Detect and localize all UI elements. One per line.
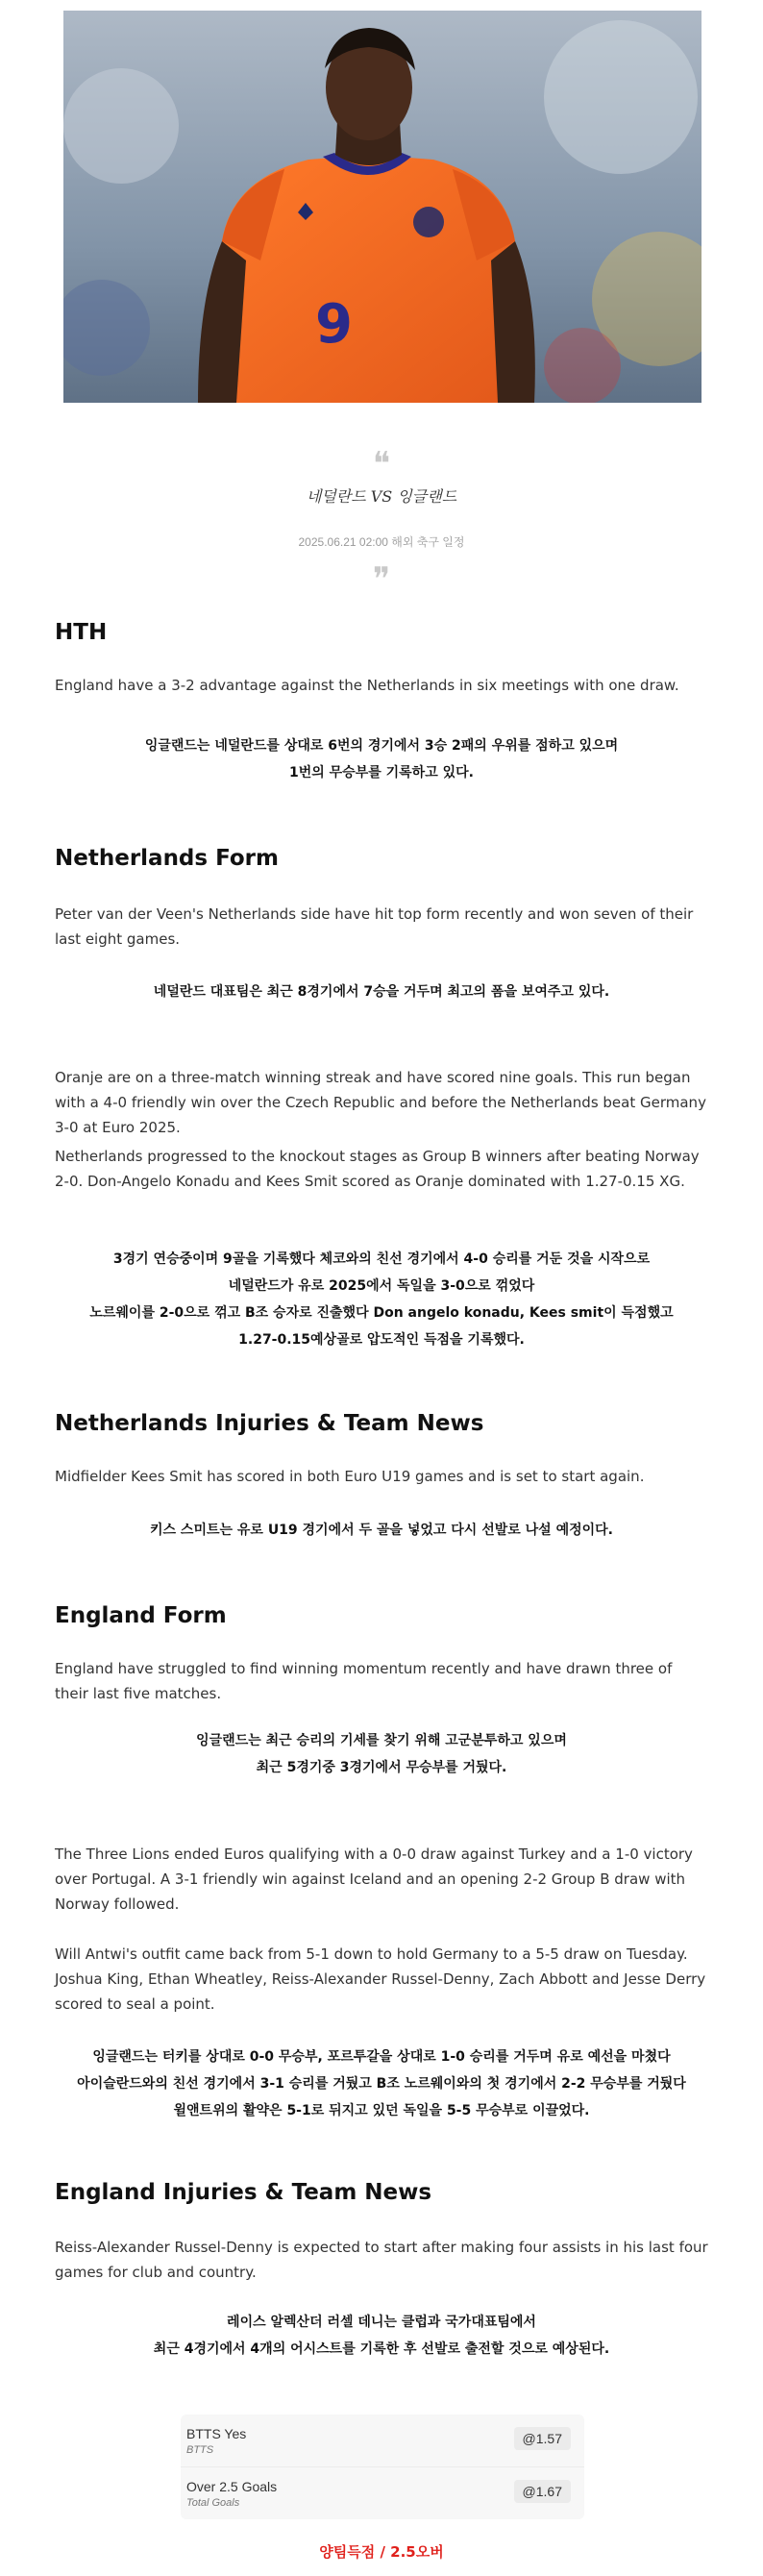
nl-form-english-3: Netherlands progressed to the knockout stages as Group B winners after beating Norway 2-0. Don-Angelo Konadu and Kees Smit scored as Oranje dominated with 1.27-0.15 XG. (55, 1148, 700, 1190)
odds-table (181, 2415, 584, 2519)
jersey-number: 9 (315, 293, 353, 356)
en-news-korean: 레이스 알렉산더 러셀 데니는 클럽과 국가대표팀에서 최근 4경기에서 4개의 어시스트를 기록한 후 선발로 출전할 것으로 예상된다. (153, 2315, 610, 2357)
odds-row (181, 2415, 584, 2467)
en-form-korean-2: 잉글랜드는 터키를 상대로 0-0 무승부, 포르투갈을 상대로 1-0 승리를 거두며 유로 예선을 마쳤다 아이슬란드와의 친선 경기에서 3-1 승리를 거뒀고 B조 노르웨이와의 첫 경기에서 2-2 무승부를 거뒀다 윌앤트위의 활약은 5-1로 뒤지고 있던 독일을 5-5 무승부로 이끌었다. (77, 2049, 686, 2118)
odds-market-category: Total Goals (186, 2497, 240, 2509)
final-pick: 양팀득점 / 2.5오버 (319, 2543, 444, 2561)
section-heading-england-form: England Form (55, 1603, 227, 1628)
odds-price-button[interactable]: @1.57 (514, 2427, 571, 2450)
en-news-english: Reiss-Alexander Russel-Denny is expected to start after making four assists in his last four games for club and country. (55, 2239, 708, 2281)
section-heading-netherlands-form: Netherlands Form (55, 846, 279, 871)
en-form-english-3: Will Antwi's outfit came back from 5-1 down to hold Germany to a 5-5 draw on Tuesday. Joshua King, Ethan Wheatley, Reiss-Alexander Russel-Denny, Zach Abbott and Jesse Derry scored to seal a point. (55, 1945, 706, 2013)
odds-price-button[interactable]: @1.67 (514, 2480, 571, 2503)
en-form-english-2: The Three Lions ended Euros qualifying with a 0-0 draw against Turkey and a 1-0 victory over Portugal. A 3-1 friendly win against Iceland and an opening 2-2 Group B draw with Norway followed. (55, 1845, 693, 1913)
article-body (55, 0, 708, 2576)
section-heading-netherlands-news: Netherlands Injuries & Team News (55, 1411, 484, 1436)
nl-form-english-1: Peter van der Veen's Netherlands side have hit top form recently and won seven of their last eight games. (55, 905, 694, 948)
hth-korean: 잉글랜드는 네덜란드를 상대로 6번의 경기에서 3승 2패의 우위를 점하고 있으며 1번의 무승부를 기록하고 있다. (144, 738, 619, 780)
odds-row (181, 2467, 584, 2519)
section-heading-hth: HTH (55, 620, 108, 645)
match-subtitle: 2025.06.21 02:00 해외 축구 일정 (298, 535, 465, 549)
nl-form-english-2: Oranje are on a three-match winning streak and have scored nine goals. This run began with a 4-0 friendly win over the Czech Republic and before the Netherlands beat Germany 3-0 at Euro 2025. (55, 1069, 706, 1136)
hth-english: England have a 3-2 advantage against the Netherlands in six meetings with one draw. (55, 677, 679, 694)
open-quote-icon: ❝ (372, 445, 391, 483)
en-form-korean-1: 잉글랜드는 최근 승리의 기세를 찾기 위해 고군분투하고 있으며 최근 5경기중 3경기에서 무승부를 거뒀다. (196, 1733, 567, 1775)
close-quote-icon: ❞ (372, 560, 391, 599)
odds-market-name: Over 2.5 Goals (186, 2479, 278, 2494)
nl-form-korean-2: 3경기 연승중이며 9골을 기록했다 체코와의 친선 경기에서 4-0 승리를 거둔 것을 시작으로 네덜란드가 유로 2025에서 독일을 3-0으로 꺾었다 노르웨이를 2-0으로 꺾고 B조 승자로 진출했다 Don angelo konadu, Kees smit이 득점했고 1.27-0.15예상골로 압도적인 득점을 기록했다. (89, 1251, 674, 1348)
nl-news-korean: 키스 스미트는 유로 U19 경기에서 두 골을 넣었고 다시 선발로 나설 예정이다. (150, 1523, 613, 1538)
odds-market-category: BTTS (186, 2444, 214, 2456)
match-title: 네덜란드 VS 잉글랜드 (306, 487, 457, 506)
odds-market-name: BTTS Yes (186, 2426, 247, 2441)
section-heading-england-news: England Injuries & Team News (55, 2180, 432, 2205)
nl-news-english: Midfielder Kees Smit has scored in both Euro U19 games and is set to start again. (55, 1468, 645, 1485)
nl-form-korean-1: 네덜란드 대표팀은 최근 8경기에서 7승을 거두며 최고의 폼을 보여주고 있다. (153, 984, 610, 1000)
en-form-english-1: England have struggled to find winning momentum recently and have drawn three of their last five matches. (55, 1660, 673, 1702)
